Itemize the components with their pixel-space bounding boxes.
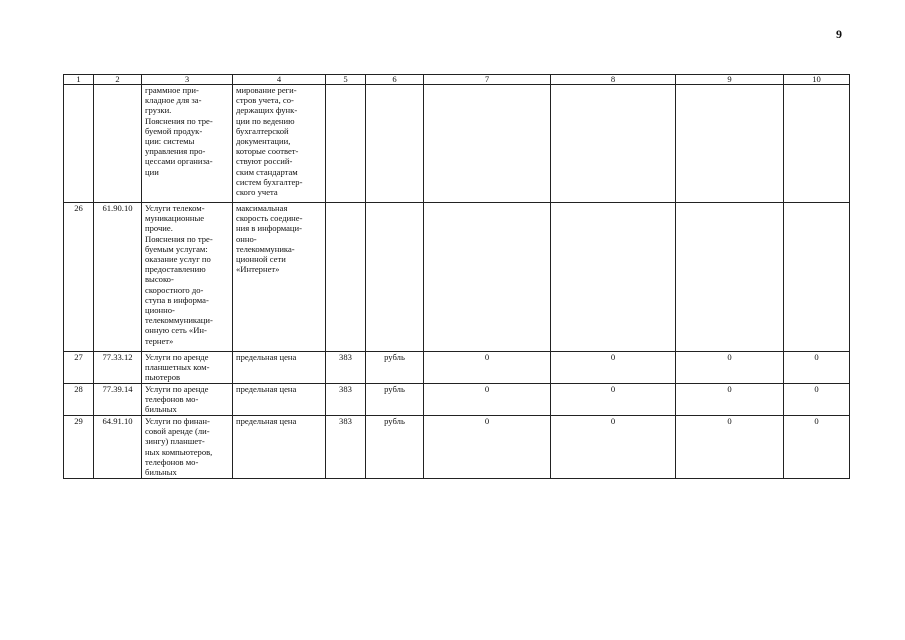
header-row (64, 75, 850, 85)
column-header: 3 (142, 75, 233, 85)
value-cell (784, 85, 850, 203)
characteristic-cell: максимальная скорость соедине- ния в информаци- онно- телекоммуника- ционной сети «Интернет» (233, 203, 326, 352)
value-cell (424, 85, 551, 203)
value-cell: 0 (551, 384, 676, 416)
row-number-cell: 29 (64, 416, 94, 479)
okei-code-cell: 383 (326, 352, 366, 384)
column-header: 1 (64, 75, 94, 85)
column-header: 9 (676, 75, 784, 85)
unit-cell (366, 203, 424, 352)
value-cell: 0 (784, 416, 850, 479)
table-row (64, 384, 850, 416)
row-number-cell: 28 (64, 384, 94, 416)
okei-code-cell: 383 (326, 416, 366, 479)
characteristic-cell: предельная цена (233, 384, 326, 416)
row-number-cell (64, 85, 94, 203)
page-number: 9 (836, 27, 842, 41)
row-number-cell: 27 (64, 352, 94, 384)
okpd-code-cell (94, 85, 142, 203)
unit-cell: рубль (366, 352, 424, 384)
characteristic-cell: мирование реги- стров учета, со- держащих функ- ции по ведению бухгалтерской документации, которые соответ- ствуют россий- ским стандартам систем бухгалтер- ского учета (233, 85, 326, 203)
table-row (64, 416, 850, 479)
value-cell (784, 203, 850, 352)
value-cell: 0 (784, 384, 850, 416)
product-name-cell: Услуги телеком- муникационные прочие. Пояснения по тре- буемым услугам: оказание услуг по предоставлению высоко- скоростного до- ступа в информа- ционно- телекоммуникаци- онную сеть «Ин- тернет» (142, 203, 233, 352)
value-cell: 0 (676, 352, 784, 384)
value-cell: 0 (424, 352, 551, 384)
value-cell (551, 85, 676, 203)
okpd-code-cell: 61.90.10 (94, 203, 142, 352)
column-header: 7 (424, 75, 551, 85)
table-row (64, 203, 850, 352)
value-cell: 0 (676, 416, 784, 479)
value-cell: 0 (784, 352, 850, 384)
table-row (64, 352, 850, 384)
okpd-code-cell: 77.39.14 (94, 384, 142, 416)
column-header: 10 (784, 75, 850, 85)
okpd-code-cell: 77.33.12 (94, 352, 142, 384)
characteristic-cell: предельная цена (233, 352, 326, 384)
table-row (64, 85, 850, 203)
value-cell: 0 (551, 416, 676, 479)
okei-code-cell (326, 203, 366, 352)
specification-table (63, 74, 850, 479)
okei-code-cell (326, 85, 366, 203)
value-cell: 0 (551, 352, 676, 384)
value-cell (551, 203, 676, 352)
row-number-cell: 26 (64, 203, 94, 352)
product-name-cell: Услуги по финан- совой аренде (ли- зингу) планшет- ных компьютеров, телефонов мо- бильных (142, 416, 233, 479)
unit-cell: рубль (366, 384, 424, 416)
okei-code-cell: 383 (326, 384, 366, 416)
value-cell (424, 203, 551, 352)
product-name-cell: Услуги по аренде телефонов мо- бильных (142, 384, 233, 416)
column-header: 8 (551, 75, 676, 85)
characteristic-cell: предельная цена (233, 416, 326, 479)
okpd-code-cell: 64.91.10 (94, 416, 142, 479)
value-cell: 0 (424, 384, 551, 416)
column-header: 2 (94, 75, 142, 85)
value-cell (676, 203, 784, 352)
unit-cell (366, 85, 424, 203)
product-name-cell: Услуги по аренде планшетных ком- пьютеров (142, 352, 233, 384)
product-name-cell: граммное при- кладное для за- грузки. Пояснения по тре- буемой продук- ции: системы управления про- цессами организа- ции (142, 85, 233, 203)
column-header: 5 (326, 75, 366, 85)
unit-cell: рубль (366, 416, 424, 479)
column-header: 4 (233, 75, 326, 85)
column-header: 6 (366, 75, 424, 85)
value-cell (676, 85, 784, 203)
value-cell: 0 (676, 384, 784, 416)
value-cell: 0 (424, 416, 551, 479)
